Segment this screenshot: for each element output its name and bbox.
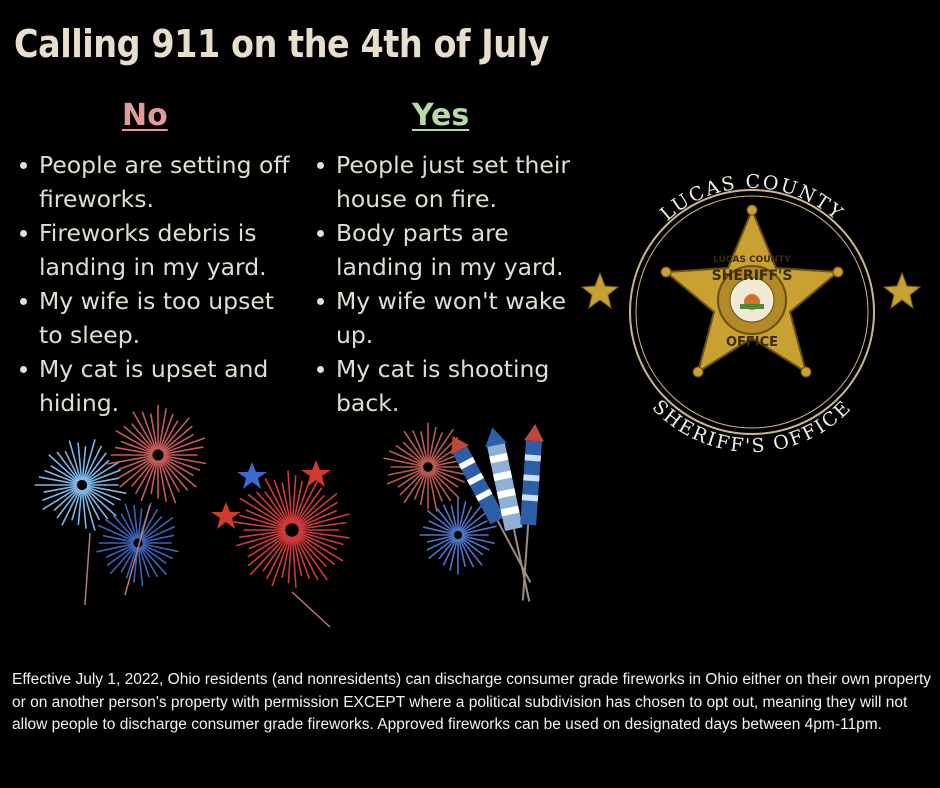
sheriff-star-badge-icon xyxy=(661,205,843,377)
star-icon xyxy=(211,502,241,529)
sheriff-seal xyxy=(580,140,925,485)
yes-list xyxy=(313,148,573,420)
badge-middle-text: SHERIFF'S xyxy=(711,268,793,284)
no-list xyxy=(16,148,291,420)
list-item: Fireworks debris is landing in my yard. xyxy=(16,216,291,284)
fireworks-illustration xyxy=(30,405,590,630)
list-item: My cat is shooting back. xyxy=(313,352,573,420)
page-title: Calling 911 on the 4th of July xyxy=(14,22,550,66)
list-item: People just set their house on fire. xyxy=(313,148,573,216)
firework-trail xyxy=(85,533,90,605)
star-icon xyxy=(237,462,267,489)
footer-text: Effective July 1, 2022, Ohio residents (and nonresidents) can discharge consumer grade fireworks in Ohio either on their own property or on another person's property with permission EXCEPT where a political subdivision has chosen to opt out, meaning they will not allow people to discharge consumer grade fireworks. Approved fireworks can be used on designated days between 4pm-11pm. xyxy=(12,671,932,733)
firework-trail xyxy=(292,592,330,627)
star-icon xyxy=(884,273,920,308)
seal-bottom-text: SHERIFF'S OFFICE xyxy=(647,395,857,458)
list-item: My wife won't wake up. xyxy=(313,284,573,352)
no-column-heading: No xyxy=(122,98,168,133)
list-item: Body parts are landing in my yard. xyxy=(313,216,573,284)
list-item: People are setting off fireworks. xyxy=(16,148,291,216)
firework-burst-icon xyxy=(108,405,205,503)
list-item: My cat is upset and hiding. xyxy=(16,352,291,420)
yes-column-heading: Yes xyxy=(412,98,470,133)
firework-burst-icon xyxy=(234,471,349,587)
list-item: My wife is too upset to sleep. xyxy=(16,284,291,352)
seal-top-text: LUCAS COUNTY xyxy=(656,170,848,226)
firework-burst-icon xyxy=(35,440,125,530)
firework-burst-icon xyxy=(384,423,470,511)
star-icon xyxy=(582,273,618,308)
badge-top-text: LUCAS COUNTY xyxy=(713,255,791,265)
badge-bottom-text: OFFICE xyxy=(725,335,779,350)
firework-burst-icon xyxy=(97,503,178,585)
